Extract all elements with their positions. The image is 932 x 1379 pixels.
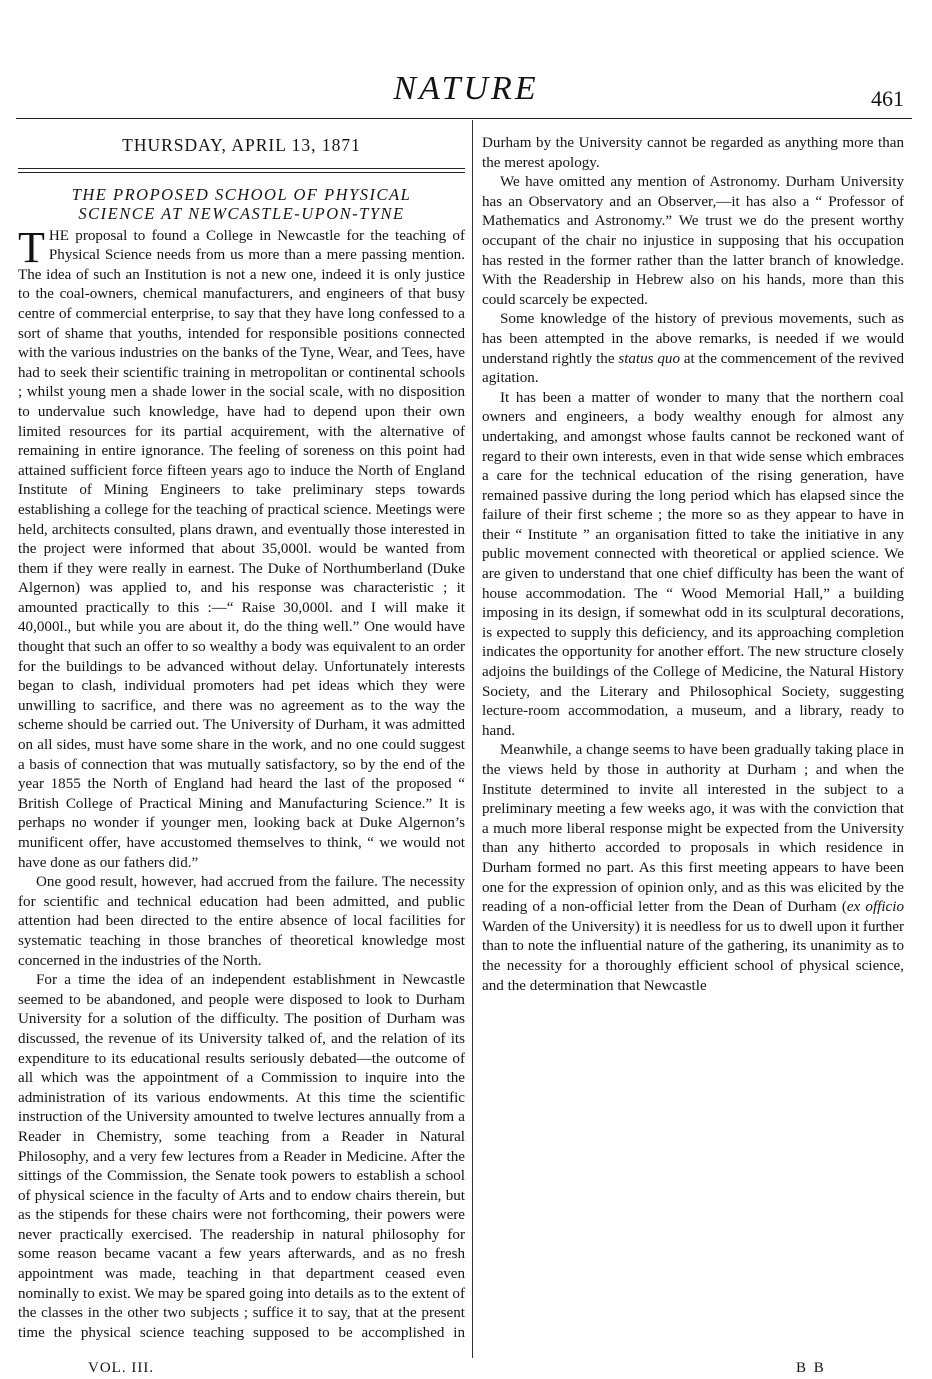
- paragraph-2: One good result, however, had accrued from the failure. The necessity for scientific and technical education had been admitted, and public attention had been directed to the entire absence of local facilities for systematic teaching in those branches of theoretical knowledge most concerned in the industries of the North.: [18, 874, 465, 969]
- page-number: 461: [871, 86, 904, 111]
- right-column: [482, 134, 904, 996]
- paragraph-5: [482, 310, 904, 388]
- paragraph-6: It has been a matter of wonder to many that the northern coal owners and engineers, a body wealthy enough for almost any undertaking, and amongst whose faults cannot be reckoned want of regard to their own interests, even in that wide sense which embraces a care for the technical education of the rising generation, have remained passive during the long period which has elapsed since the failure of their first scheme ; the more so as they appear to have in their “ Institute ” an organisation fitted to take the initiative in any public movement connected with theoretical or applied science. We are given to understand that one chief difficulty has been the want of house accommodation. The “ Wood Memorial Hall,” a building imposing in its design, if somewhat odd in its sculptural decorations, is expected to supply this deficiency, and its approaching completion indicates the opportunity for another effort. The new structure closely adjoins the buildings of the College of Medicine, the Natural History Society, and the Literary and Philosophical Society, suggesting lecture-room accommodation, a museum, and a library, ready to hand.: [482, 389, 904, 739]
- paragraph-7-italic: ex officio: [846, 899, 904, 916]
- date-rule: [18, 168, 465, 173]
- paragraph-1-text: HE proposal to found a College in Newcastle for the teaching of Physical Science needs from us more than a mere passing mention. The idea of such an Institution is not a new one, indeed it is only justice to the coal-owners, chemical manufacturers, and engineers of that busy centre of commercial enterprise, to say that they have long confessed to a sort of shame that youths, intended for responsible positions connected with the various industries on the banks of the Tyne, Wear, and Tees, have had to seek their scientific training in metropolitan or continental schools ; whilst young men a shade lower in the social scale, with no disposition to undervalue such knowledge, have had to depend upon their own limited resources for its partial acquirement, with the alternative of remaining in entire ignorance. The feeling of soreness on this point had attained sufficient force fifteen years ago to induce the North of England Institute of Mining Engineers to take preliminary steps towards establishing a college for the teaching of practical science. Meetings were held, architects consulted, plans drawn, and eventually those interested in the project were informed that about 35,000l. would be wanted from them if they were really in earnest. The Duke of Northumberland (Duke Algernon) was applied to, and his response was characteristic ; it amounted practically to this :—“ Raise 30,000l. and I will make it 40,000l., but while you are about it, do the thing well.” One would have thought that such an offer to so wealthy a body was equivalent to an order for the buildings to be advanced without delay. Unfortunately interests began to clash, individual promoters had pet ideas which they were unwilling to sacrifice, and there was no agreement as to the way the scheme should be carried out. The University of Durham, it was admitted on all sides, must have some share in the work, and no one could suggest a basis of connection that was mutually satisfactory, so by the end of the year 1855 the North of England had heard the last of the proposed “ British College of Practical Mining and Manufacturing Science.” It is perhaps no wonder if younger men, looking back at Duke Algernon’s munificent offer, have accustomed themselves to think, “ we would not have done as our fathers did.”: [18, 227, 465, 871]
- paragraph-5-text-a: Some knowledge of the history of previous movements, such as has been attempted in the above remarks, is needed if we would understand rightly the: [482, 311, 904, 367]
- article-title-line-2: SCIENCE AT NEWCASTLE-UPON-TYNE: [78, 203, 405, 223]
- signature-mark: B B: [796, 1360, 826, 1376]
- paragraph-1: [18, 222, 465, 874]
- paragraph-7-text-b: Warden of the University) it is needless for us to dwell upon it further than to note the influential nature of the gathering, its unanimity as to the necessity for a thoroughly efficient school of physical science, and the determination that Newcastle: [482, 918, 904, 994]
- paragraph-3-continued: Durham by the University cannot be regarded as anything more than the merest apology.: [482, 135, 904, 171]
- paragraph-7: [482, 741, 904, 996]
- drop-cap: T: [18, 222, 45, 272]
- journal-title: NATURE: [393, 70, 539, 107]
- article-title-line-1: THE PROPOSED SCHOOL OF PHYSICAL: [71, 184, 412, 204]
- paragraph-7-text-a: Meanwhile, a change seems to have been gradually taking place in the views held by those in authority at Durham ; and when the Institute determined to invite all interested in the subject to a preliminary meeting a few weeks ago, it was with the conviction that a much more liberal response might be expected from the University than any hitherto accorded to proposals in which residence in Durham formed no part. As this first meeting appears to have been one for the expression of opinion only, and as this was elicited by the reading of a non-official letter from the Dean of Durham (: [482, 742, 904, 916]
- paragraph-3: For a time the idea of an independent establishment in Newcastle seemed to be abandoned, and people were disposed to look to Durham University for a solution of the difficulty. The position of Durham was discussed, the revenue of its University talked of, and the relation of its expenditure to its educational results seriously debated—the outcome of all which was the appointment of a Commission to inquire into the administration of its various endowments. At this time the scientific instruction of the University amounted to twelve lectures annually from a Reader in Chemistry, some teaching from a Reader in Natural Philosophy, and a very few lectures from a Reader in Medicine. After the sittings of the Commission, the Senate took powers to establish a school of physical science in the faculty of Arts and to endow chairs therein, but as the stipends for these chairs were not forthcoming, their powers were never practically exercised. The readership in natural philosophy for some reason became vacant a few years afterwards, and as no fresh appointment was made, teaching in that department ceased even nominally to exist. We may be spared going into details as to the extent of the classes in the other two subjects ; suffice it to say, that at the present time the physical science teaching supposed to be accomplished in: [18, 972, 465, 1341]
- paragraph-4: We have omitted any mention of Astronomy. Durham University has an Observatory and an Observer,—it has also a “ Professor of Mathematics and Astronomy.” We trust we do the present worthy occupant of the chair no injustice in supposing that his occupation has rested in the former rather than the latter branch of knowledge. With the Readership in Hebrew also on his hands, more than this could scarcely be expected.: [482, 174, 904, 308]
- paragraph-5-italic: status quo: [618, 350, 681, 367]
- left-column: [18, 128, 465, 1343]
- issue-date: THURSDAY, APRIL 13, 1871: [122, 135, 361, 155]
- article-title: [18, 185, 465, 223]
- header-rule: [16, 118, 912, 119]
- volume-label: VOL. III.: [88, 1360, 155, 1376]
- column-divider: [472, 120, 473, 1358]
- paragraph-5-text-b: at the commencement of the revived agitation.: [482, 350, 904, 387]
